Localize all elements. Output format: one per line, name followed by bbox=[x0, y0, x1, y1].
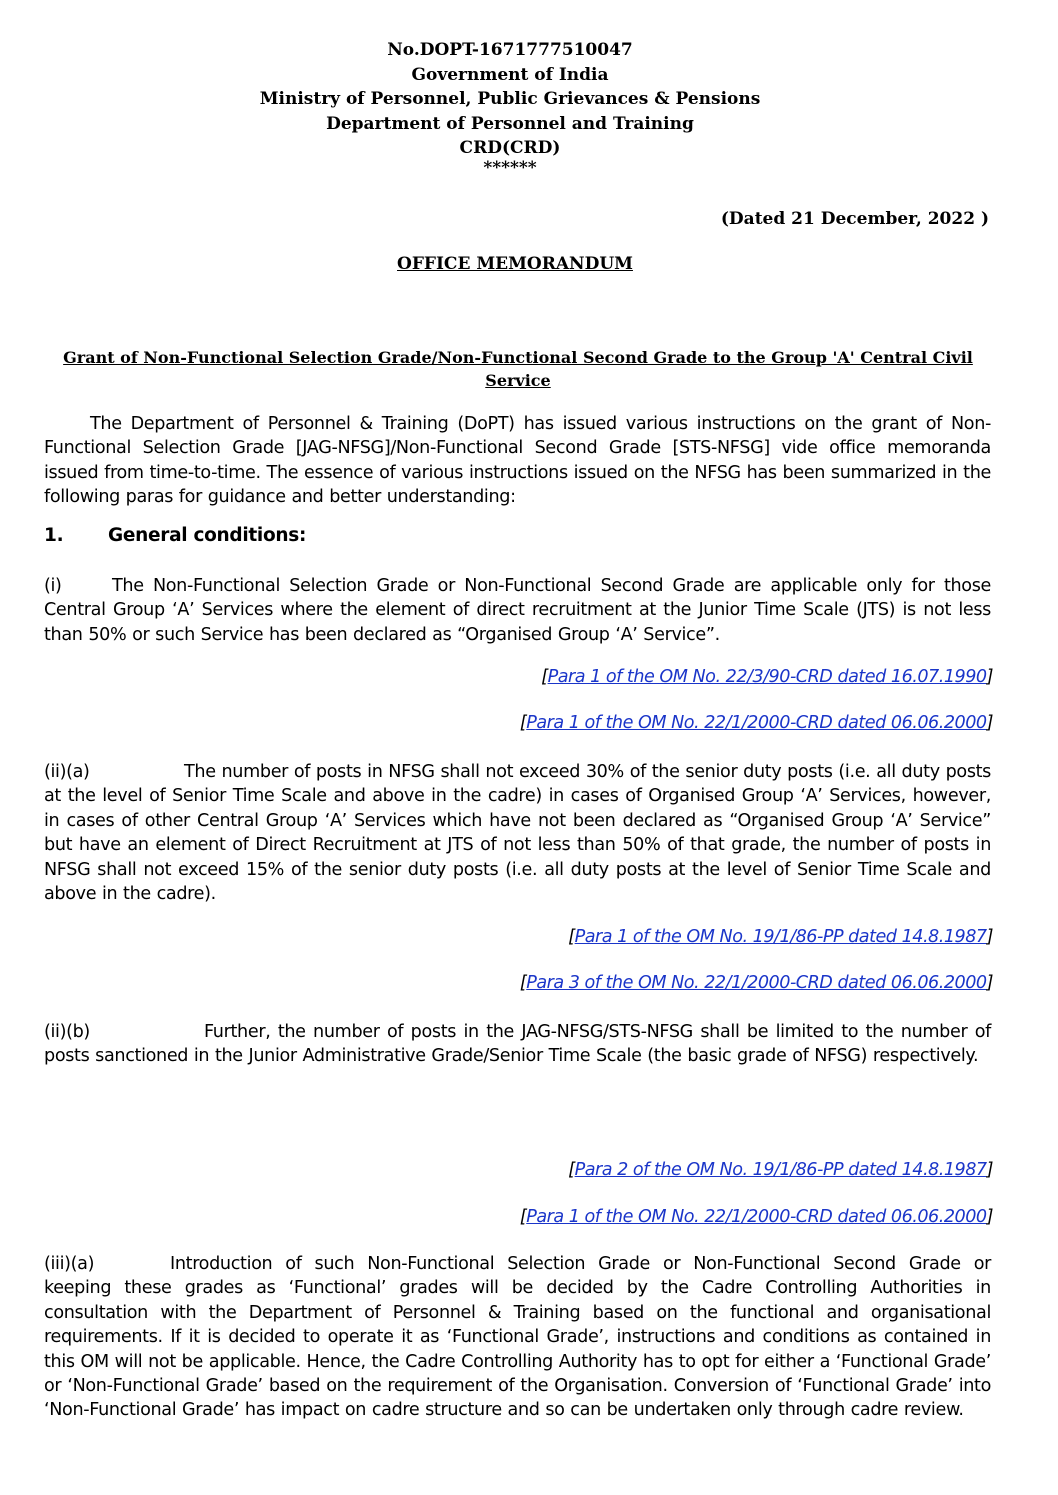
paragraph-ii-a bbox=[44, 760, 991, 906]
reference-link[interactable]: Para 1 of the OM No. 19/1/86-PP dated 14.8.1987 bbox=[574, 927, 987, 947]
paragraph-label: (i) bbox=[44, 576, 62, 596]
paragraph-i bbox=[44, 574, 991, 647]
reference-citation: [Para 1 of the OM No. 19/1/86-PP dated 14.8.1987] bbox=[568, 927, 993, 947]
date-line: (Dated 21 December, 2022 ) bbox=[720, 209, 989, 229]
reference-link[interactable]: Para 1 of the OM No. 22/3/90-CRD dated 16.07.1990 bbox=[547, 667, 987, 687]
reference-citation: [Para 3 of the OM No. 22/1/2000-CRD dated 06.06.2000] bbox=[519, 973, 993, 993]
ministry-name: Ministry of Personnel, Public Grievances & Pensions bbox=[259, 89, 761, 109]
section-title: General conditions: bbox=[108, 525, 307, 546]
reference-citation: [Para 1 of the OM No. 22/1/2000-CRD dated 06.06.2000] bbox=[519, 713, 993, 733]
memorandum-title: OFFICE MEMORANDUM bbox=[397, 254, 633, 274]
government-name: Government of India bbox=[411, 64, 609, 85]
letterhead bbox=[0, 38, 1020, 178]
reference-link[interactable]: Para 1 of the OM No. 22/1/2000-CRD dated 06.06.2000 bbox=[526, 1207, 987, 1227]
reference-citation: [Para 2 of the OM No. 19/1/86-PP dated 14.8.1987] bbox=[568, 1160, 993, 1180]
paragraph-label: (iii)(a) bbox=[44, 1254, 95, 1274]
subject-line: Grant of Non-Functional Selection Grade/Non-Functional Second Grade to the Group 'A' Central Civil Service bbox=[63, 348, 973, 390]
reference-link[interactable]: Para 3 of the OM No. 22/1/2000-CRD dated 06.06.2000 bbox=[526, 973, 987, 993]
division-name: CRD(CRD) bbox=[459, 138, 561, 158]
reference-citation: [Para 1 of the OM No. 22/1/2000-CRD dated 06.06.2000] bbox=[519, 1207, 993, 1227]
paragraph-text: The number of posts in NFSG shall not exceed 30% of the senior duty posts (i.e. all duty posts at the level of Senior Time Scale and above in the cadre) in cases of Organised Group ‘A’ Services, however, in cases of other Central Group ‘A’ Services which have not been declared as “Organised Group ‘A’ Service” but have an element of Direct Recruitment at JTS of not less than 50% of that grade, the number of posts in NFSG shall not exceed 15% of the senior duty posts (i.e. all duty posts at the level of Senior Time Scale and above in the cadre). bbox=[44, 762, 991, 905]
intro-paragraph: The Department of Personnel & Training (DoPT) has issued various instructions on the grant of Non-Functional Selection Grade [JAG-NFSG]/Non-Functional Second Grade [STS-NFSG] vide office memoranda issued from time-to-time. The essence of various instructions issued on the NFSG has been summarized in the following paras for guidance and better understanding: bbox=[44, 414, 991, 508]
paragraph-label: (ii)(b) bbox=[44, 1022, 90, 1042]
department-name: Department of Personnel and Training bbox=[326, 113, 694, 134]
section-number: 1. bbox=[44, 525, 64, 546]
paragraph-text: The Non-Functional Selection Grade or Non-Functional Second Grade are applicable only for those Central Group ‘A’ Services where the element of direct recruitment at the Junior Time Scale (JTS) is not less than 50% or such Service has been declared as “Organised Group ‘A’ Service”. bbox=[44, 576, 991, 645]
section-heading bbox=[44, 525, 306, 546]
paragraph-iii-a bbox=[44, 1252, 991, 1423]
reference-link[interactable]: Para 1 of the OM No. 22/1/2000-CRD dated 06.06.2000 bbox=[526, 713, 987, 733]
document-number: No.DOPT-1671777510047 bbox=[387, 40, 633, 60]
separator-stars: ****** bbox=[483, 157, 537, 178]
paragraph-text: Introduction of such Non-Functional Selection Grade or Non-Functional Second Grade or keeping these grades as ‘Functional’ grades will be decided by the Cadre Controlling Authorities in consultation with the Department of Personnel & Training based on the functional and organisational requirements. If it is decided to operate it as ‘Functional Grade’, instructions and conditions as contained in this OM will not be applicable. Hence, the Cadre Controlling Authority has to opt for either a ‘Functional Grade’ or ‘Non-Functional Grade’ based on the requirement of the Organisation. Conversion of ‘Functional Grade’ into ‘Non-Functional Grade’ has impact on cadre structure and so can be undertaken only through cadre review. bbox=[44, 1254, 991, 1421]
reference-link[interactable]: Para 2 of the OM No. 19/1/86-PP dated 14.8.1987 bbox=[574, 1160, 987, 1180]
paragraph-label: (ii)(a) bbox=[44, 762, 90, 782]
paragraph-ii-b bbox=[44, 1020, 991, 1069]
paragraph-text: Further, the number of posts in the JAG-NFSG/STS-NFSG shall be limited to the number of posts sanctioned in the Junior Administrative Grade/Senior Time Scale (the basic grade of NFSG) respectively. bbox=[44, 1022, 991, 1067]
reference-citation: [Para 1 of the OM No. 22/3/90-CRD dated 16.07.1990] bbox=[541, 667, 993, 687]
